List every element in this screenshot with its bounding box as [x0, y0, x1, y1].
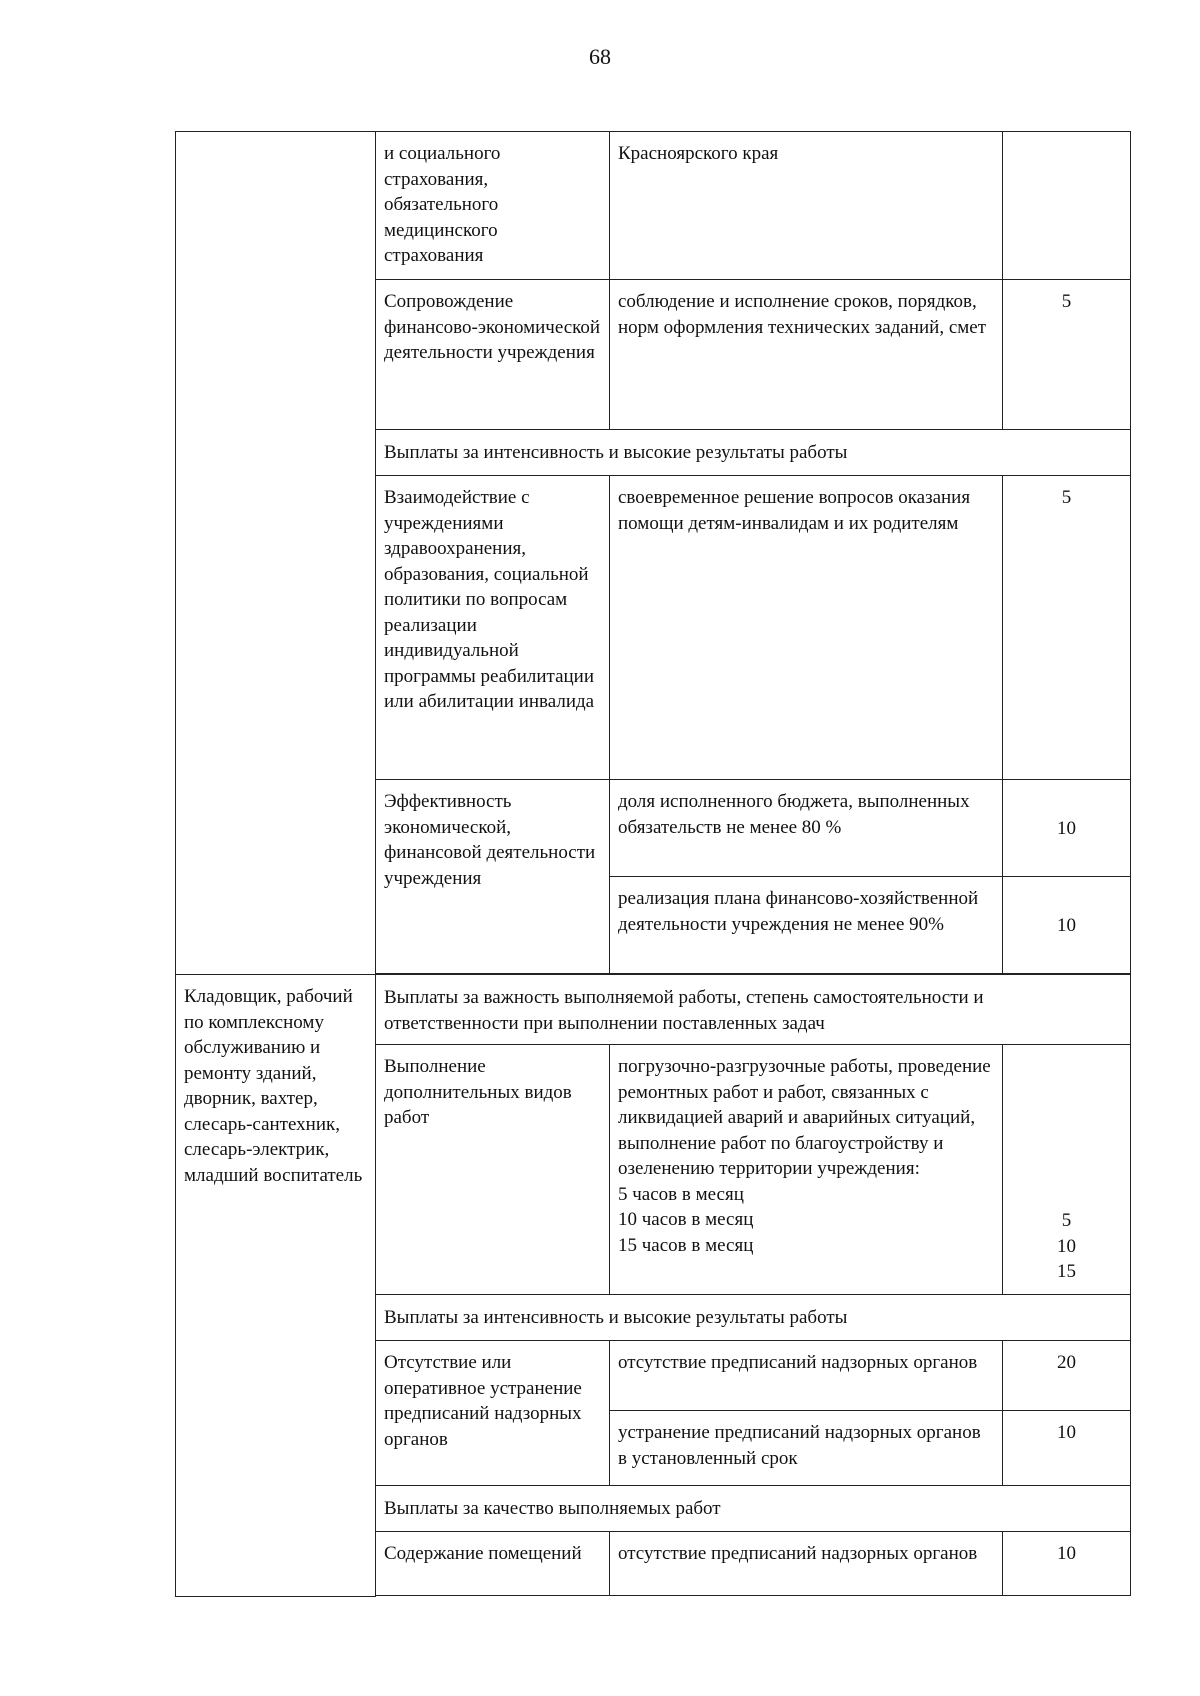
points-value: 10 — [1057, 1235, 1076, 1257]
criterion-cell: и социального страхования, обязательного медицинского страхования — [376, 132, 610, 280]
condition-cell — [610, 1045, 1003, 1295]
section-header-intensity-2: Выплаты за интенсивность и высокие результаты работы — [376, 1295, 1131, 1341]
table-row — [176, 132, 1131, 280]
hours-option: 10 часов в месяц — [618, 1209, 754, 1230]
points-cell — [1003, 1045, 1131, 1295]
section-header-importance: Выплаты за важность выполняемой работы, степень самостоятельности и ответственности при выполнении поставленных задач — [376, 975, 1131, 1045]
points-value: 15 — [1057, 1261, 1076, 1282]
points-cell: 20 — [1003, 1341, 1131, 1411]
points-cell: 5 — [1003, 476, 1131, 780]
position-cell-empty — [176, 132, 376, 975]
points-cell: 10 — [1003, 780, 1131, 877]
criteria-table — [175, 131, 1131, 1597]
criterion-cell: Сопровождение финансово-экономической деятельности учреждения — [376, 280, 610, 430]
criterion-cell: Содержание помещений — [376, 1532, 610, 1596]
positions-cell: Кладовщик, рабочий по комплексному обслуживанию и ремонту зданий, дворник, вахтер, слесарь-сантехник, слесарь-электрик, младший воспитатель — [176, 975, 376, 1597]
points-cell: 10 — [1003, 1532, 1131, 1596]
condition-cell: отсутствие предписаний надзорных органов — [610, 1532, 1003, 1596]
criterion-cell: Взаимодействие с учреждениями здравоохранения, образования, социальной политики по вопросам реализации индивидуальной программы реабилитации или абилитации инвалида — [376, 476, 610, 780]
condition-cell: доля исполненного бюджета, выполненных обязательств не менее 80 % — [610, 780, 1003, 877]
section-header-quality: Выплаты за качество выполняемых работ — [376, 1486, 1131, 1532]
condition-cell: отсутствие предписаний надзорных органов — [610, 1341, 1003, 1411]
condition-cell: реализация плана финансово-хозяйственной деятельности учреждения не менее 90% — [610, 877, 1003, 974]
points-cell: 10 — [1003, 877, 1131, 974]
criterion-cell: Отсутствие или оперативное устранение предписаний надзорных органов — [376, 1341, 610, 1486]
points-cell: 10 — [1003, 1411, 1131, 1486]
points-cell: 5 — [1003, 280, 1131, 430]
condition-cell: своевременное решение вопросов оказания помощи детям-инвалидам и их родителям — [610, 476, 1003, 780]
points-value: 5 — [1061, 1210, 1072, 1231]
condition-cell: устранение предписаний надзорных органов в установленный срок — [610, 1411, 1003, 1486]
hours-option: 5 часов в месяц — [618, 1183, 744, 1205]
criterion-cell: Выполнение дополнительных видов работ — [376, 1045, 610, 1295]
condition-cell: соблюдение и исполнение сроков, порядков, норм оформления технических заданий, смет — [610, 280, 1003, 430]
condition-text: погрузочно-разгрузочные работы, проведение ремонтных работ и работ, связанных с ликвидацией аварий и аварийных ситуаций, выполнение работ по благоустройству и озеленению территории учреждения: — [618, 1056, 991, 1179]
page-number: 68 — [589, 44, 611, 69]
points-stack — [1011, 1054, 1122, 1285]
condition-cell: Красноярского края — [610, 132, 1003, 280]
criterion-cell: Эффективность экономической, финансовой деятельности учреждения — [376, 780, 610, 974]
criteria-table-container — [175, 131, 1130, 1597]
section-header-intensity: Выплаты за интенсивность и высокие результаты работы — [376, 430, 1131, 476]
points-cell — [1003, 132, 1131, 280]
section-header-row — [176, 975, 1131, 1045]
hours-option: 15 часов в месяц — [618, 1234, 754, 1256]
